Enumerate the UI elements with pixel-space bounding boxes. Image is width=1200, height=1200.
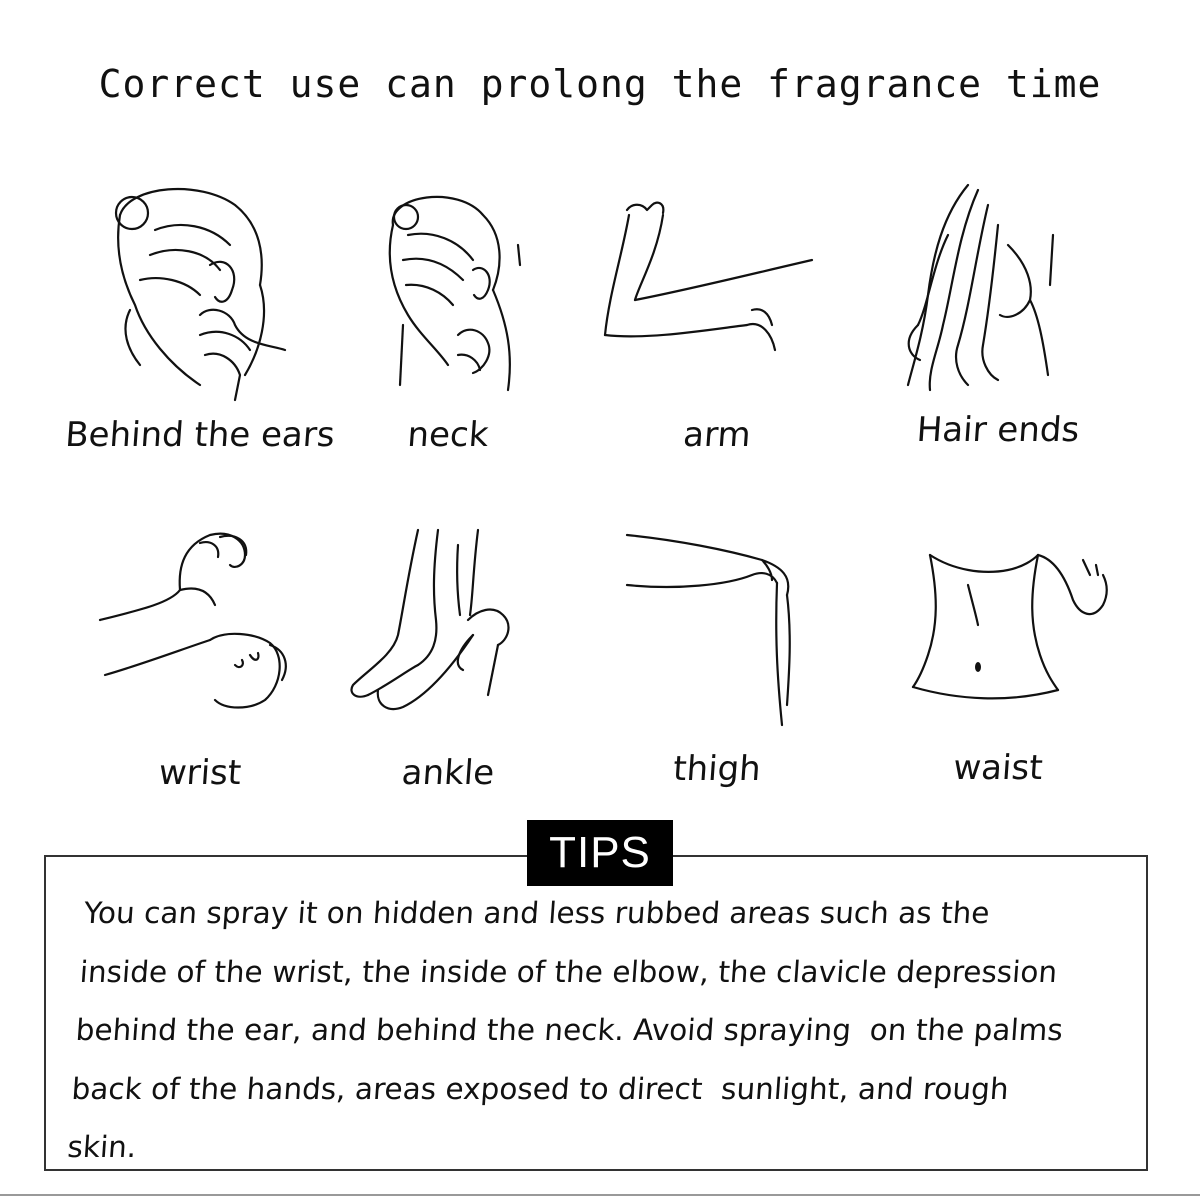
page-title: Correct use can prolong the fragrance time <box>98 62 1102 106</box>
ankle-heel-icon <box>308 515 588 755</box>
area-label: ankle <box>400 753 496 793</box>
arm-icon <box>577 175 857 415</box>
area-label: waist <box>952 748 1044 788</box>
hair-icon <box>858 175 1138 415</box>
wrist-icon <box>60 515 340 755</box>
area-label: Behind the ears <box>63 415 337 455</box>
neck-touch-icon <box>308 175 588 415</box>
area-label: arm <box>681 415 753 455</box>
area-label: neck <box>406 415 490 455</box>
tips-text: You can spray it on hidden and less rubbed areas such as the inside of the wrist, the inside of the elbow, the clavicle depression behind the ear, and behind the neck. Avoid spraying on the palms back of the hands, areas exposed to direct sunlight, and rough skin. <box>66 896 1064 1164</box>
waist-icon <box>858 515 1138 755</box>
leg-icon <box>577 515 857 755</box>
area-label: thigh <box>671 749 763 789</box>
area-label: Hair ends <box>915 410 1081 450</box>
bottom-divider <box>0 1194 1200 1196</box>
area-label: wrist <box>157 753 243 793</box>
ear-touch-icon <box>60 175 340 415</box>
tips-heading: TIPS <box>527 820 673 886</box>
